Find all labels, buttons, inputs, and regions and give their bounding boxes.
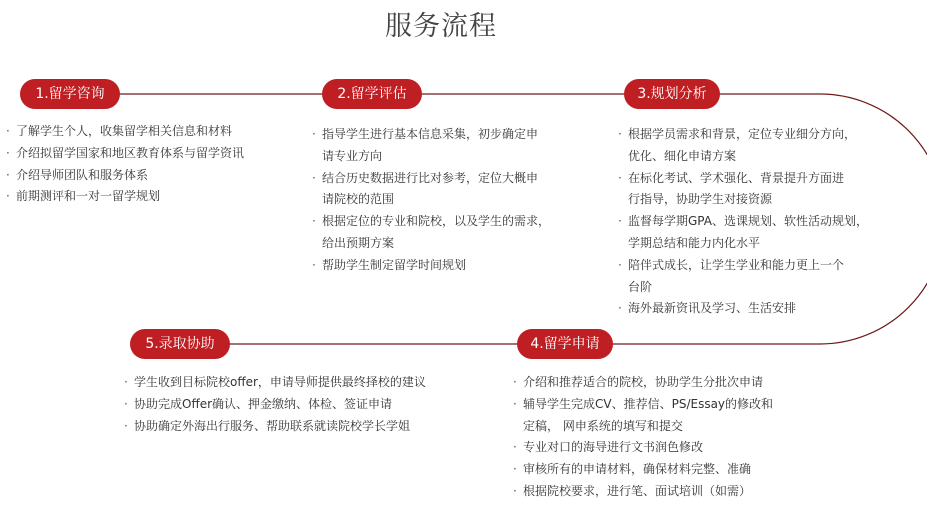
list-item: 给出预期方案 [322,235,395,250]
list-item: 行指导，协助学生对接资源 [628,192,773,207]
list-item: · 在标化考试、学术强化、背景提升方面进 [618,168,878,190]
list-item: · 根据院校要求，进行笔、面试培训（如需） [513,481,813,503]
step-4-label: 4.留学申请 [517,329,613,359]
list-item: · 根据学员需求和背景，定位专业细分方向， [618,124,878,146]
list-item: · 介绍和推荐适合的院校，协助学生分批次申请 [513,372,813,394]
list-item: · 介绍拟留学国家和地区教育体系与留学资讯 [6,143,306,165]
list-item: · 审核所有的申请材料，确保材料完整、准确 [513,459,813,481]
list-item: · 结合历史数据进行比对参考，定位大概申 [312,168,572,190]
step-3-list [618,124,878,320]
list-item: · 协助完成Offer确认、押金缴纳、体检、签证申请 [124,394,484,416]
step-3-label: 3.规划分析 [624,79,720,109]
step-5-list [124,372,484,437]
list-item: · 帮助学生制定留学时间规划 [312,255,572,277]
list-item: · 前期测评和一对一留学规划 [6,186,306,208]
step-4-list [513,372,813,503]
step-2-list [312,124,572,277]
list-item: 台阶 [628,279,653,294]
step-5-label: 5.录取协助 [130,329,230,359]
list-item: 定稿， 网申系统的填写和提交 [523,418,683,433]
list-item: · 专业对口的海导进行文书润色修改 [513,437,813,459]
list-item: · 介绍导师团队和服务体系 [6,165,306,187]
step-2-label: 2.留学评估 [322,79,422,109]
list-item: · 监督每学期GPA、选课规划、软性活动规划， [618,211,878,233]
list-item: · 辅导学生完成CV、推荐信、PS/Essay的修改和 [513,394,813,416]
list-item: · 海外最新资讯及学习、生活安排 [618,298,878,320]
list-item: 优化、细化申请方案 [628,148,737,163]
list-item: · 了解学生个人，收集留学相关信息和材料 [6,121,306,143]
list-item: 学期总结和能力内化水平 [628,235,761,250]
list-item: · 根据定位的专业和院校，以及学生的需求， [312,211,572,233]
step-1-list [6,121,306,208]
list-item: · 学生收到目标院校offer，申请导师提供最终择校的建议 [124,372,484,394]
list-item: 请院校的范围 [322,192,395,207]
page-title: 服务流程 [385,11,497,42]
list-item: · 协助确定外海出行服务、帮助联系就读院校学长学姐 [124,416,484,438]
list-item: · 陪伴式成长，让学生学业和能力更上一个 [618,255,878,277]
list-item: · 指导学生进行基本信息采集，初步确定申 [312,124,572,146]
step-1-label: 1.留学咨询 [20,79,120,109]
list-item: 请专业方向 [322,148,383,163]
